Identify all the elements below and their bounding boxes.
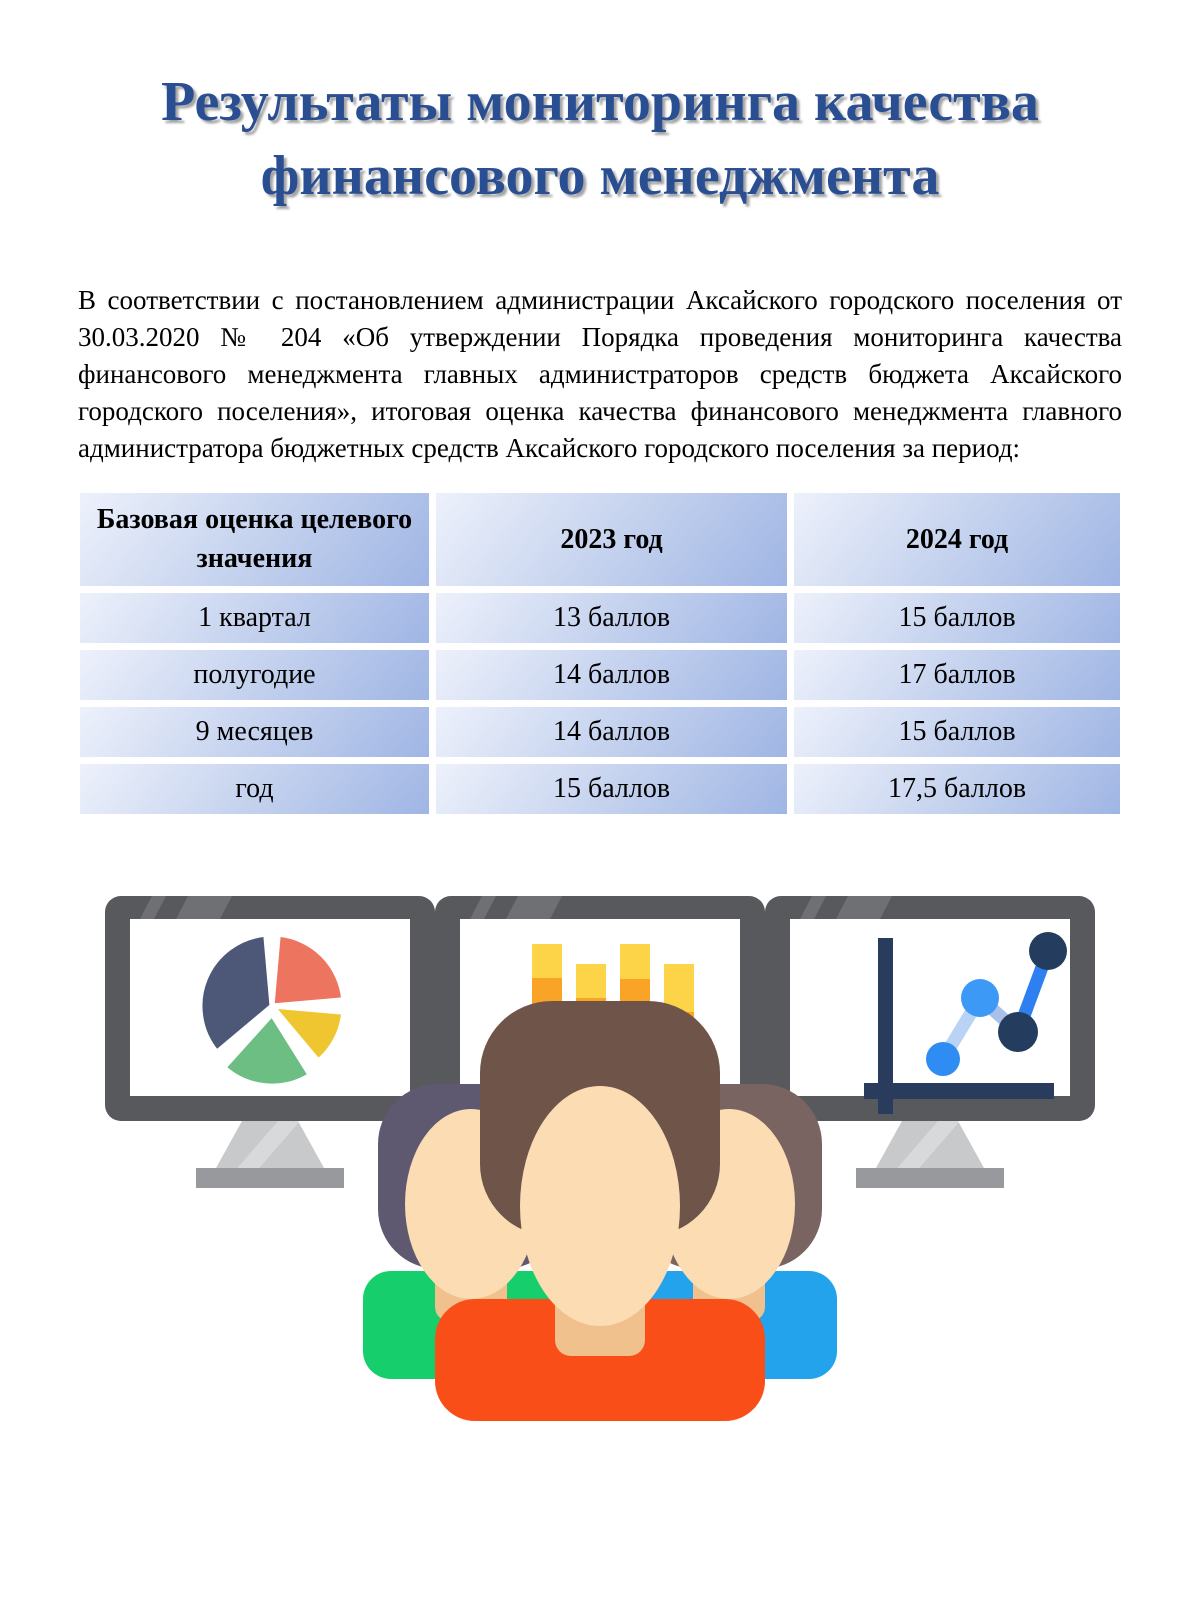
table-header-period: Базовая оценка целевого значения [80,493,429,586]
table-cell-2023: 13 баллов [436,593,787,643]
table-cell-2024: 15 баллов [794,707,1120,757]
intro-paragraph: В соответствии с постановлением администрации Аксайского городского поселения от 30.03.2020 № 204 «Об утверждении Порядка проведения мониторинга качества финансового менеджмента главных администраторов средств бюджета Аксайского городского поселения», итоговая оценка качества финансового менеджмента главного администратора бюджетных средств Аксайского городского поселения за период: [78,284,1122,463]
scores-table [80,493,1120,814]
table-cell-2024: 17 баллов [794,650,1120,700]
page-title [40,66,1160,214]
table-cell-period: полугодие [80,650,429,700]
table-cell-period: год [80,764,429,814]
table-cell-2023: 14 баллов [436,707,787,757]
x-axis [864,1083,1054,1099]
title-line-2: финансового менеджмента [260,144,940,207]
table-cell-period: 9 месяцев [80,707,429,757]
face [520,1086,680,1326]
table-cell-2024: 15 баллов [794,593,1120,643]
monitor-base [196,1168,344,1188]
table-cell-2024: 17,5 баллов [794,764,1120,814]
table-cell-period: 1 квартал [80,593,429,643]
monitoring-illustration [0,892,1200,1429]
illustration-svg [98,892,1102,1429]
title-line-1: Результаты мониторинга качества [161,71,1039,133]
table-header-2024: 2024 год [794,493,1120,586]
table-cell-2023: 15 баллов [436,764,787,814]
table-header-2023: 2023 год [436,493,787,586]
table-cell-2023: 14 баллов [436,650,787,700]
monitor-base [856,1168,1004,1188]
